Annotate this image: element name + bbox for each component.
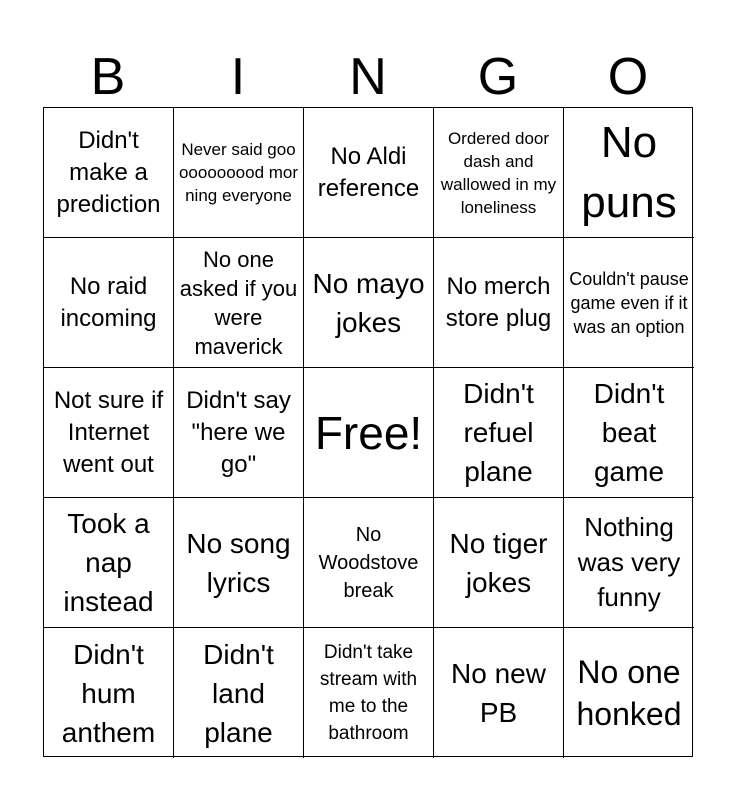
bingo-cell[interactable] [304, 238, 434, 368]
cell-text: Free! [314, 406, 423, 459]
bingo-cell[interactable] [174, 238, 304, 368]
cell-text: Didn't beat game [593, 378, 665, 487]
bingo-header [43, 46, 693, 108]
header-letter-g: G [477, 48, 519, 106]
bingo-cell[interactable] [434, 498, 564, 628]
cell-text: Didn't refuel plane [463, 378, 534, 487]
cell-text: No song lyrics [186, 527, 291, 598]
cell-text: No raid incoming [60, 272, 157, 332]
cell-text: Ordered door dash and wallowed in my loneliness [440, 128, 557, 217]
cell-text: No Woodstove break [318, 523, 419, 602]
header-letter-i: I [230, 48, 246, 106]
bingo-cell[interactable] [174, 368, 304, 498]
bingo-cell[interactable] [174, 498, 304, 628]
bingo-cell[interactable] [44, 368, 174, 498]
bingo-cell[interactable] [44, 238, 174, 368]
cell-text: Didn't say "here we go" [186, 386, 291, 478]
bingo-cell[interactable] [44, 628, 174, 758]
bingo-cell[interactable] [304, 108, 434, 238]
header-letter-o: O [607, 48, 649, 106]
header-letter-b: B [90, 48, 126, 106]
cell-text: No puns [581, 117, 677, 227]
bingo-cell[interactable] [564, 498, 694, 628]
cell-text: Not sure if Internet went out [53, 386, 164, 478]
cell-text: No Aldi reference [317, 142, 420, 202]
cell-text: Nothing was very funny [577, 512, 681, 612]
bingo-cell[interactable] [564, 368, 694, 498]
cell-text: No one honked [576, 654, 682, 732]
cell-text: No new PB [451, 658, 546, 728]
bingo-cell[interactable] [564, 238, 694, 368]
cell-text: Didn't make a prediction [56, 126, 161, 218]
bingo-cell[interactable] [44, 108, 174, 238]
cell-text: Took a nap instead [63, 508, 154, 617]
cell-text: Never said gooooooooood morning everyone [178, 140, 299, 205]
cell-text: No merch store plug [445, 272, 552, 332]
bingo-cell[interactable] [564, 628, 694, 758]
free-space[interactable] [304, 368, 434, 498]
cell-text: No mayo jokes [312, 267, 425, 338]
cell-text: Didn't take stream with me to the bathroom [319, 642, 418, 744]
bingo-cell[interactable] [304, 498, 434, 628]
cell-text: Didn't hum anthem [61, 638, 156, 748]
cell-text: No one asked if you were maverick [179, 246, 298, 359]
bingo-cell[interactable] [434, 628, 564, 758]
bingo-cell[interactable] [434, 368, 564, 498]
bingo-cell[interactable] [564, 108, 694, 238]
bingo-board [43, 107, 693, 757]
cell-text: Couldn't pause game even if it was an option [569, 268, 689, 337]
bingo-cell[interactable] [44, 498, 174, 628]
bingo-cell[interactable] [304, 628, 434, 758]
bingo-cell[interactable] [174, 108, 304, 238]
bingo-cell[interactable] [434, 108, 564, 238]
cell-text: No tiger jokes [449, 527, 548, 598]
bingo-cell[interactable] [174, 628, 304, 758]
bingo-cell[interactable] [434, 238, 564, 368]
cell-text: Didn't land plane [203, 638, 274, 748]
header-letter-n: N [349, 48, 387, 106]
